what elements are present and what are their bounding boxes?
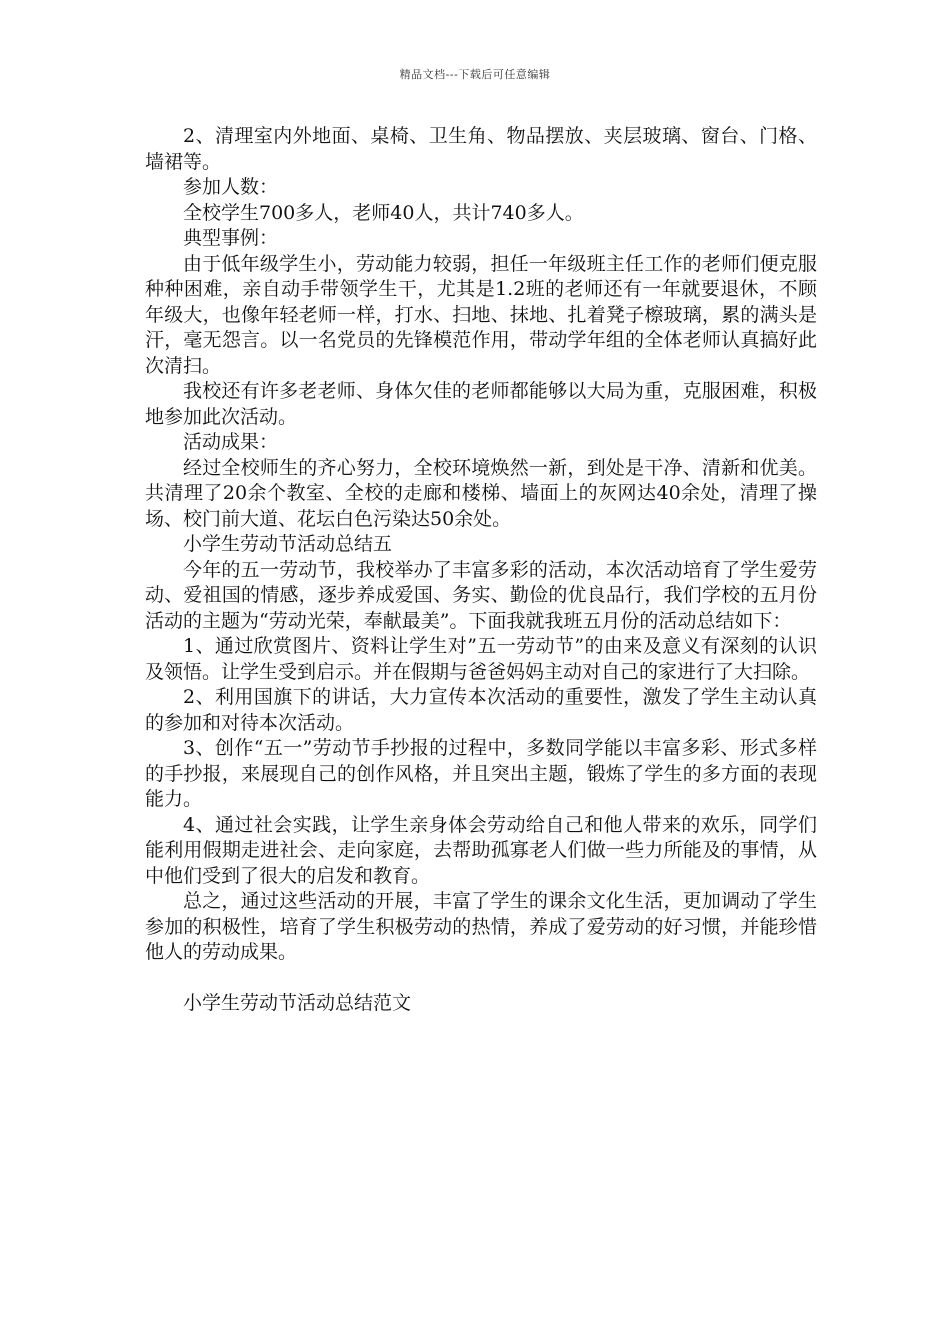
paragraph-item-2: 2、利用国旗下的讲话，大力宣传本次活动的重要性，激发了学生主动认真的参加和对待本次活动。 [145,686,817,734]
document-body [145,124,817,1016]
heading-results: 活动成果： [183,431,279,453]
heading-typical-cases: 典型事例： [183,227,279,249]
final-title: 小学生劳动节活动总结范文 [183,991,412,1014]
paragraph-conclusion: 总之，通过这些活动的开展，丰富了学生的课余文化生活，更加调动了学生参加的积极性，培育了学生积极劳动的热情，养成了爱劳动的好习惯，并能珍惜他人的劳动成果。 [145,890,817,963]
paragraph-intro: 今年的五一劳动节，我校举办了丰富多彩的活动，本次活动培育了学生爱劳动、爱祖国的情感，逐步养成爱国、务实、勤俭的优良品行，我们学校的五月份活动的主题为“劳动光荣，奉献最美”。下面我就我班五月份的活动总结如下： [145,558,817,632]
paragraph-cleaning-scope: 2、清理室内外地面、桌椅、卫生角、物品摆放、夹层玻璃、窗台、门格、墙裙等。 [145,125,817,173]
paragraph-participant-count: 全校学生700多人，老师40人，共计740多人。 [183,201,584,224]
section-title-five: 小学生劳动节活动总结五 [183,533,393,555]
paragraph-item-3: 3、创作“五一”劳动节手抄报的过程中，多数同学能以丰富多彩、形式多样的手抄报，来展现自己的创作风格，并且突出主题，锻炼了学生的多方面的表现能力。 [145,737,817,810]
page-header: 精品文档---下载后可任意编辑 [399,68,551,81]
paragraph-typical-case-1: 由于低年级学生小，劳动能力较弱，担任一年级班主任工作的老师们便克服种种困难，亲自动手带领学生干，尤其是1.2班的老师还有一年就要退休，不顾年级大，也像年轻老师一样，打水、扫地、抹地、扎着凳子檫玻璃，累的满头是汗，毫无怨言。以一名党员的先锋模范作用，带动学年组的全体老师认真搞好此次清扫。 [145,252,817,377]
paragraph-item-4: 4、通过社会实践，让学生亲身体会劳动给自己和他人带来的欢乐，同学们能利用假期走进社会、走向家庭，去帮助孤寡老人们做一些力所能及的事情，从中他们受到了很大的启发和教育。 [145,813,817,887]
blank-line [145,966,817,991]
paragraph-item-1: 1、通过欣赏图片、资料让学生对”五一劳动节”的由来及意义有深刻的认识及领悟。让学生受到启示。并在假期与爸爸妈妈主动对自己的家进行了大扫除。 [145,635,817,683]
paragraph-typical-case-2: 我校还有许多老老师、身体欠佳的老师都能够以大局为重，克服困难，积极地参加此次活动。 [145,380,817,428]
paragraph-results: 经过全校师生的齐心努力，全校环境焕然一新，到处是干净、清新和优美。共清理了20余个教室、全校的走廊和楼梯、墙面上的灰网达40余处，清理了操场、校门前大道、花坛白色污染达50余处。 [145,456,817,530]
heading-participants: 参加人数： [183,176,279,198]
